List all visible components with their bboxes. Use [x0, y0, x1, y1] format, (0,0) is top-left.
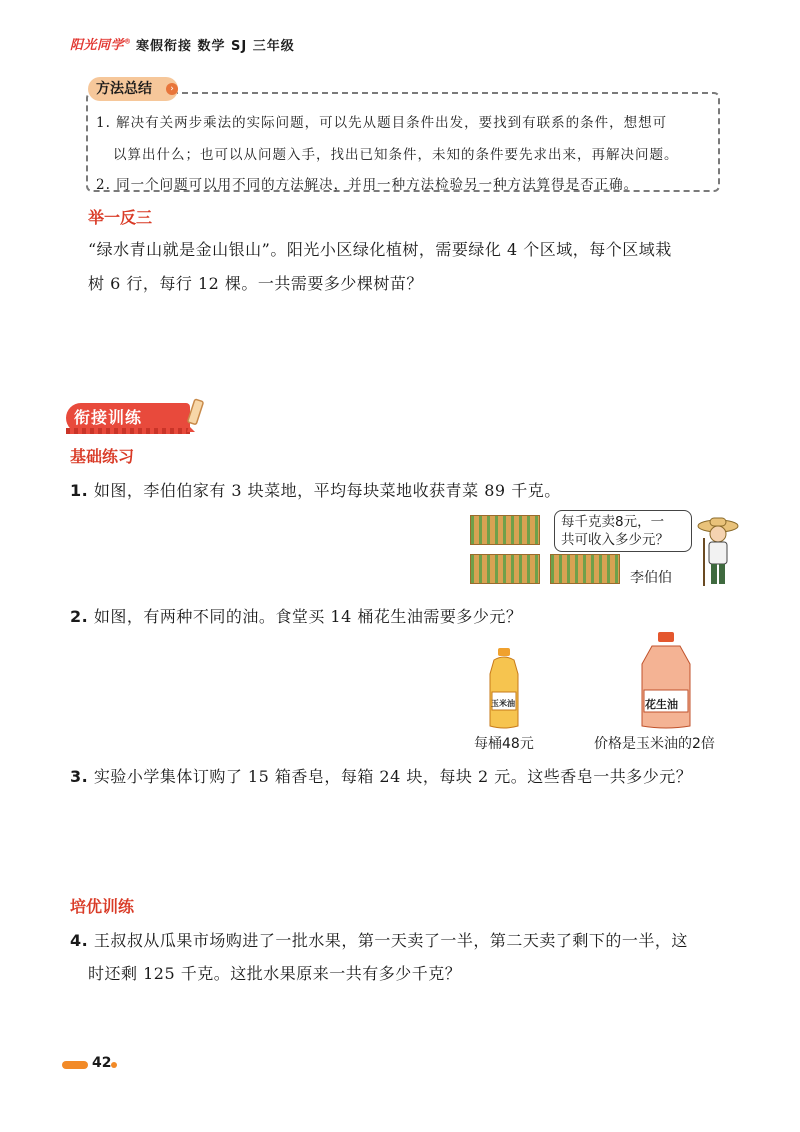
method-summary-tab: 方法总结 — [88, 77, 178, 101]
question-4-number: 4. — [70, 931, 89, 950]
corn-oil-label: 玉米油 — [491, 699, 515, 708]
vegetable-plot-3 — [550, 554, 620, 584]
speech-line-1: 每千克卖8元，一 — [561, 514, 665, 530]
person-label: 李伯伯 — [630, 570, 672, 586]
summary-line-3: 2. 同一个问题可以用不同的方法解决，并用一种方法检验另一种方法算得是否正确。 — [96, 177, 639, 193]
brand-registered-mark: ® — [124, 37, 132, 46]
vegetable-plot-2 — [470, 554, 540, 584]
question-4-line-2: 时还剩 125 千克。这批水果原来一共有多少千克？ — [88, 964, 462, 983]
question-4 — [70, 928, 688, 951]
speech-line-2: 共可收入多少元？ — [561, 532, 669, 548]
peanut-oil-caption: 价格是玉米油的2倍 — [594, 736, 715, 752]
example-heading: 举一反三 — [88, 208, 153, 227]
peanut-oil-bottle — [636, 632, 696, 734]
summary-line-1: 1. 解决有关两步乘法的实际问题，可以先从题目条件出发，要找到有联系的条件，想想可 — [96, 115, 668, 131]
footer-dot — [111, 1062, 117, 1068]
summary-line-2: 以算出什么；也可以从问题入手，找出已知条件，未知的条件要先求出来，再解决问题。 — [113, 147, 679, 163]
question-4-line-1: 王叔叔从瓜果市场购进了一批水果，第一天卖了一半，第二天卖了剩下的一半，这 — [93, 931, 688, 950]
advanced-training-heading: 培优训练 — [70, 897, 135, 916]
question-2-text: 如图，有两种不同的油。食堂买 14 桶花生油需要多少元？ — [93, 607, 523, 626]
page-number: 42 — [92, 1055, 112, 1071]
corn-oil-caption: 每桶48元 — [474, 736, 534, 752]
header-title: 寒假衔接 数学 SJ 三年级 — [136, 39, 295, 54]
basic-practice-heading: 基础练习 — [70, 447, 135, 466]
farmer-illustration — [696, 514, 740, 592]
question-3-text: 实验小学集体订购了 15 箱香皂，每箱 24 块，每块 2 元。这些香皂一共多少元？ — [93, 767, 693, 786]
banner-fringe — [66, 428, 190, 434]
question-3 — [70, 764, 692, 787]
question-1-text: 如图，李伯伯家有 3 块菜地，平均每块菜地收获青菜 89 千克。 — [93, 481, 561, 500]
corn-oil-bottle — [484, 648, 524, 734]
chevron-right-icon: › — [166, 83, 178, 95]
brand-name: 阳光同学 — [70, 38, 125, 53]
brand-logo — [70, 34, 132, 53]
example-line-1: “绿水青山就是金山银山”。阳光小区绿化植树，需要绿化 4 个区域，每个区域栽 — [88, 240, 672, 259]
vegetable-plot-1 — [470, 515, 540, 545]
peanut-oil-label: 花生油 — [645, 698, 678, 711]
training-banner: 衔接训练 — [66, 403, 190, 433]
question-2 — [70, 604, 522, 627]
example-line-2: 树 6 行，每行 12 棵。一共需要多少棵树苗？ — [88, 274, 423, 293]
footer-bar — [62, 1061, 88, 1069]
question-1-number: 1. — [70, 481, 89, 500]
question-3-number: 3. — [70, 767, 89, 786]
pencil-icon — [183, 398, 209, 438]
question-1 — [70, 478, 561, 501]
question-2-number: 2. — [70, 607, 89, 626]
speech-bubble — [554, 510, 692, 552]
